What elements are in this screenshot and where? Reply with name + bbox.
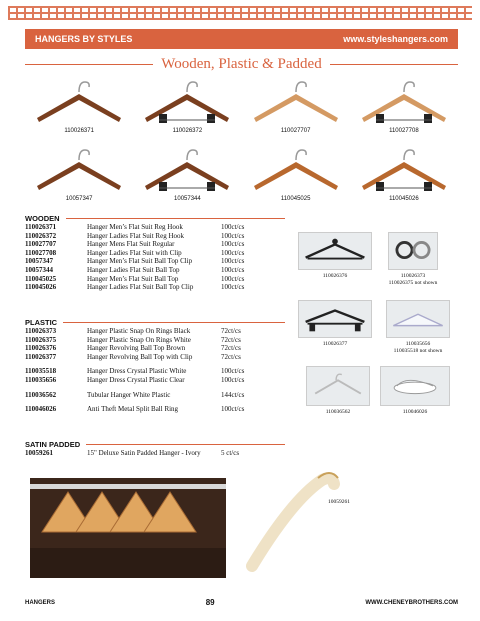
plastic-section bbox=[25, 318, 285, 414]
title-rule-left bbox=[25, 64, 153, 65]
hanger-item bbox=[133, 78, 241, 140]
photo-label: 10059261 bbox=[328, 499, 350, 505]
photo-crystal-hanger bbox=[386, 300, 450, 355]
plastic-table bbox=[25, 327, 285, 361]
item-quantity: 100ct/cs bbox=[221, 257, 245, 266]
satin-hanger-photo bbox=[242, 470, 372, 576]
table-row bbox=[25, 327, 285, 336]
plastic-heading-text: PLASTIC bbox=[25, 318, 58, 327]
item-code: 10057344 bbox=[25, 265, 53, 274]
item-quantity: 72ct/cs bbox=[221, 327, 241, 335]
table-row bbox=[25, 240, 285, 249]
item-quantity: 72ct/cs bbox=[221, 335, 241, 344]
photo-satin-label bbox=[328, 496, 350, 506]
hanger-code: 110026371 bbox=[64, 128, 94, 134]
hanger-image bbox=[248, 146, 344, 194]
photo-anti-theft bbox=[380, 366, 450, 416]
item-description: Hanger Revolving Ball Top Brown bbox=[87, 344, 186, 353]
photo-snap-rings bbox=[388, 232, 438, 287]
revolving-hanger-image bbox=[298, 232, 372, 270]
item-description: Hanger Men’s Flat Suit Ball Top Clip bbox=[87, 257, 193, 266]
hanger-item bbox=[25, 78, 133, 140]
item-quantity: 72ct/cs bbox=[221, 344, 241, 353]
hanger-code: 110045025 bbox=[280, 196, 311, 202]
satin-section bbox=[25, 440, 285, 458]
table-row bbox=[25, 223, 285, 232]
item-description: Tubular Hanger White Plastic bbox=[87, 390, 171, 399]
hanger-code: 110026372 bbox=[172, 128, 203, 134]
item-description: Hanger Revolving Ball Top with Clip bbox=[87, 352, 193, 361]
hanger-code: 110027708 bbox=[389, 128, 419, 134]
item-code: 10059261 bbox=[25, 449, 53, 457]
item-quantity: 100ct/cs bbox=[221, 274, 245, 283]
item-description: Hanger Plastic Snap On Rings Black bbox=[87, 327, 191, 335]
table-row bbox=[25, 391, 285, 400]
item-description: Hanger Mens Flat Suit Regular bbox=[87, 240, 175, 249]
item-quantity: 100ct/cs bbox=[221, 231, 245, 240]
item-code: 110035518 bbox=[25, 367, 57, 376]
hanger-item bbox=[350, 146, 458, 208]
item-quantity: 100ct/cs bbox=[221, 283, 245, 292]
hanger-item bbox=[242, 146, 350, 208]
header-banner bbox=[25, 29, 458, 49]
hanger-item bbox=[25, 146, 133, 208]
item-code: 110026376 bbox=[25, 344, 57, 353]
plastic-table-3 bbox=[25, 391, 285, 400]
item-code: 110026371 bbox=[25, 223, 57, 231]
plastic-table-4 bbox=[25, 405, 285, 414]
plastic-heading bbox=[25, 318, 285, 327]
item-code: 110046026 bbox=[25, 405, 57, 414]
page-footer bbox=[25, 598, 458, 607]
item-description: Hanger Dress Crystal Plastic Clear bbox=[87, 375, 185, 384]
item-quantity: 5 ct/cs bbox=[221, 449, 240, 457]
footer-section: HANGERS bbox=[25, 599, 56, 606]
item-code: 10057347 bbox=[25, 257, 53, 266]
table-row bbox=[25, 283, 285, 292]
page-number: 89 bbox=[205, 598, 215, 607]
table-row bbox=[25, 353, 285, 362]
hanger-image bbox=[139, 146, 235, 194]
item-quantity: 100ct/cs bbox=[221, 265, 245, 274]
item-quantity: 100ct/cs bbox=[221, 367, 245, 376]
crystal-hanger-image bbox=[386, 300, 450, 338]
item-code: 110045026 bbox=[25, 283, 57, 292]
item-code: 110026377 bbox=[25, 352, 57, 361]
wooden-table bbox=[25, 223, 285, 292]
table-row bbox=[25, 336, 285, 345]
table-row bbox=[25, 275, 285, 284]
item-code: 110026375 bbox=[25, 335, 57, 344]
item-quantity: 100ct/cs bbox=[221, 375, 245, 384]
item-code: 110036562 bbox=[25, 390, 57, 399]
photo-label: 110035656 110035518 not shown bbox=[393, 341, 443, 354]
table-row bbox=[25, 257, 285, 266]
hanger-item bbox=[133, 146, 241, 208]
table-row bbox=[25, 266, 285, 275]
plastic-heading-rule bbox=[63, 322, 285, 323]
table-row bbox=[25, 376, 285, 385]
wooden-section bbox=[25, 214, 285, 292]
item-quantity: 100ct/cs bbox=[221, 223, 245, 231]
item-quantity: 144ct/cs bbox=[221, 390, 245, 399]
revolving-clip-image bbox=[298, 300, 372, 338]
item-quantity: 100ct/cs bbox=[221, 240, 245, 249]
hanger-item bbox=[242, 78, 350, 140]
item-code: 110026373 bbox=[25, 327, 57, 335]
table-row bbox=[25, 367, 285, 376]
hanger-code: 110045026 bbox=[389, 196, 419, 202]
item-code: 110045025 bbox=[25, 274, 57, 283]
banner-title: HANGERS BY STYLES bbox=[35, 34, 133, 44]
table-row bbox=[25, 232, 285, 241]
item-description: Hanger Ladies Flat Suit with Clip bbox=[87, 248, 182, 257]
snap-rings-image bbox=[388, 232, 438, 270]
satin-table bbox=[25, 449, 285, 458]
greek-key-border bbox=[8, 6, 472, 20]
hanger-code: 10057347 bbox=[65, 196, 93, 202]
photo-revolving-hanger bbox=[298, 232, 372, 280]
satin-heading-text: SATIN PADDED bbox=[25, 440, 81, 449]
satin-heading-rule bbox=[86, 444, 285, 445]
item-description: 15" Deluxe Satin Padded Hanger - Ivory bbox=[87, 449, 201, 457]
page-title: Wooden, Plastic & Padded bbox=[161, 55, 322, 72]
hanger-code: 110027707 bbox=[280, 128, 311, 134]
tubular-hanger-image bbox=[306, 366, 370, 406]
title-rule-right bbox=[330, 64, 458, 65]
anti-theft-image bbox=[380, 366, 450, 406]
item-description: Hanger Ladies Flat Suit Ball Top Clip bbox=[87, 283, 194, 292]
footer-url[interactable]: WWW.CHENEYBROTHERS.COM bbox=[365, 599, 458, 606]
photo-label: 110026377 bbox=[322, 341, 348, 347]
photo-label: 110026373 110026375 not shown bbox=[388, 273, 438, 286]
item-quantity: 100ct/cs bbox=[221, 248, 245, 257]
item-description: Hanger Ladies Flat Suit Reg Hook bbox=[87, 231, 185, 240]
item-code: 110027707 bbox=[25, 240, 57, 249]
photo-label: 110036562 bbox=[325, 409, 351, 415]
item-code: 110027708 bbox=[25, 248, 57, 257]
photo-revolving-clip bbox=[298, 300, 372, 348]
item-description: Hanger Men’s Flat Suit Reg Hook bbox=[87, 223, 183, 231]
hanger-image bbox=[31, 78, 127, 126]
table-row bbox=[25, 449, 285, 458]
item-description: Hanger Men’s Flat Suit Ball Top bbox=[87, 274, 179, 283]
hanger-gallery bbox=[25, 78, 458, 208]
satin-heading bbox=[25, 440, 285, 449]
table-row bbox=[25, 405, 285, 414]
photo-label: 110046026 bbox=[402, 409, 428, 415]
wooden-heading-rule bbox=[66, 218, 285, 219]
item-code: 110026372 bbox=[25, 231, 57, 240]
item-description: Hanger Plastic Snap On Rings White bbox=[87, 335, 191, 344]
page-title-row bbox=[25, 56, 458, 72]
closet-photo bbox=[30, 478, 226, 578]
table-row bbox=[25, 344, 285, 353]
hanger-image bbox=[31, 146, 127, 194]
item-quantity: 100ct/cs bbox=[221, 405, 245, 414]
wooden-heading bbox=[25, 214, 285, 223]
hanger-image bbox=[139, 78, 235, 126]
photo-tubular-hanger bbox=[306, 366, 370, 416]
photo-label: 110026376 bbox=[322, 273, 348, 279]
plastic-table-2 bbox=[25, 367, 285, 384]
hanger-image bbox=[248, 78, 344, 126]
item-quantity: 72ct/cs bbox=[221, 352, 241, 361]
item-description: Hanger Dress Crystal Plastic White bbox=[87, 367, 187, 376]
hanger-code: 10057344 bbox=[174, 196, 201, 202]
item-code: 110035656 bbox=[25, 375, 57, 384]
item-description: Hanger Ladies Flat Suit Ball Top bbox=[87, 265, 180, 274]
table-row bbox=[25, 249, 285, 258]
banner-url[interactable]: www.styleshangers.com bbox=[343, 34, 448, 44]
hanger-item bbox=[350, 78, 458, 140]
hanger-image bbox=[356, 78, 452, 126]
hanger-image bbox=[356, 146, 452, 194]
item-description: Anti Theft Metal Split Ball Ring bbox=[87, 405, 179, 414]
wooden-heading-text: WOODEN bbox=[25, 214, 60, 223]
